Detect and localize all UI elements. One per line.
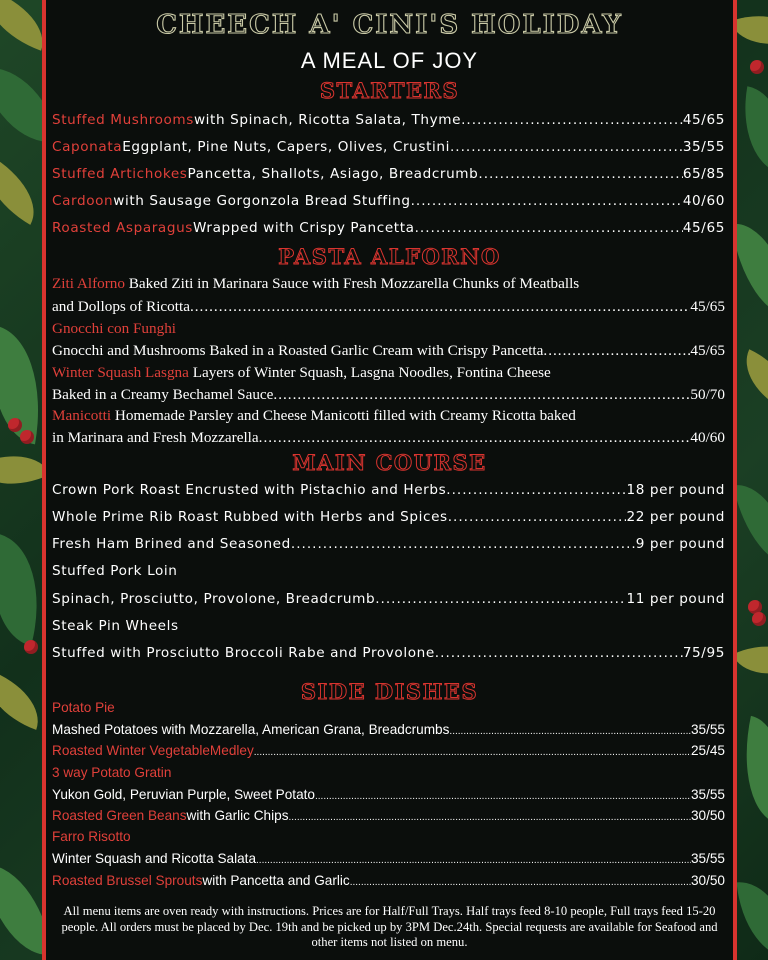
item-price: 65/85 (682, 166, 725, 182)
menu-item (52, 787, 725, 802)
menu-item-line (52, 275, 725, 293)
item-description: Layers of Winter Squash, Lasgna Noodles, Fontina Cheese (188, 364, 551, 381)
dot-leader (375, 591, 626, 607)
dot-leader (350, 877, 691, 888)
menu-item (52, 112, 725, 128)
item-description: Eggplant, Pine Nuts, Capers, Olives, Crustini (122, 139, 450, 155)
item-description: Spinach, Prosciutto, Provolone, Breadcrumb (52, 591, 376, 607)
menu-item (52, 722, 725, 737)
item-description: Baked Ziti in Marinara Sauce with Fresh Mozzarella Chunks of Meatballs (124, 275, 580, 292)
section-heading-main-course: MAIN COURSE (292, 450, 487, 475)
item-price: 45/65 (682, 220, 725, 236)
item-description: with Garlic Chips (186, 808, 289, 823)
item-price: 35/55 (690, 787, 725, 802)
dot-leader (543, 342, 690, 360)
holly-leaf-icon (733, 476, 768, 573)
item-name: Farro Risotto (52, 829, 131, 844)
item-name: Roasted Brussel Sprouts (52, 873, 203, 888)
item-name: Roasted Green Beans (52, 808, 187, 823)
menu-item (52, 536, 725, 552)
item-description: Gnocchi and Mushrooms Baked in a Roasted Garlic Cream with Crispy Pancetta (52, 342, 544, 359)
dot-leader (448, 509, 627, 525)
item-description: Pancetta, Shallots, Asiago, Breadcrumb (187, 166, 479, 182)
holly-leaf-icon (732, 629, 768, 691)
dot-leader (291, 536, 636, 552)
item-name: Steak Pin Wheels (52, 618, 179, 634)
menu-item (52, 645, 725, 661)
dot-leader (256, 855, 691, 866)
item-price: 18 per pound (626, 482, 725, 498)
holly-berry-icon (20, 430, 34, 444)
item-description: with Sausage Gorgonzola Bread Stuffing (113, 193, 411, 209)
item-description: Mashed Potatoes with Mozzarella, American Grana, Breadcrumbs (52, 722, 450, 737)
item-description: Wrapped with Crispy Pancetta (193, 220, 415, 236)
menu-title: CHEECH A' CINI'S HOLIDAY (156, 10, 623, 40)
item-price: 30/50 (690, 873, 725, 888)
item-name: Manicotti (52, 407, 112, 424)
item-description: Homemade Parsley and Cheese Manicotti filled with Creamy Ricotta baked (111, 407, 576, 424)
dot-leader (449, 726, 691, 737)
menu-item (52, 743, 725, 758)
item-description: Winter Squash and Ricotta Salata (52, 851, 257, 866)
item-price: 45/65 (690, 298, 725, 315)
item-price: 75/95 (682, 645, 725, 661)
item-description: with Pancetta and Garlic (202, 873, 350, 888)
footer-note: All menu items are oven ready with instructions. Prices are for Half/Full Trays. Half trays feed 8-10 people, Full trays feed 15-20 people. All orders must be placed by Dec. 19th and be picked up by 3PM Dec.24th. Special requests are available for Seafood and other items not listed on menu. (61, 904, 718, 949)
item-price: 35/55 (690, 851, 725, 866)
item-description: Crown Pork Roast Encrusted with Pistachio and Herbs (52, 482, 447, 498)
item-name: Winter Squash Lasgna (52, 364, 189, 381)
dot-leader (450, 139, 683, 155)
menu-item (52, 220, 725, 236)
menu-item-line (52, 386, 725, 404)
menu-item (52, 482, 725, 498)
item-name: Gnocchi con Funghi (52, 320, 177, 337)
item-price: 45/65 (682, 112, 725, 128)
item-name: Ziti Alforno (52, 275, 125, 292)
item-name: Caponata (52, 139, 123, 155)
dot-leader (190, 298, 690, 316)
item-name: Potato Pie (52, 700, 115, 715)
item-price: 9 per pound (635, 536, 725, 552)
item-description: in Marinara and Fresh Mozzarella (52, 429, 259, 446)
section-heading-pasta: PASTA ALFORNO (278, 244, 501, 269)
dot-leader (446, 482, 626, 498)
dot-leader (461, 112, 683, 128)
item-price: 35/55 (690, 722, 725, 737)
item-price: 25/45 (690, 743, 725, 758)
item-name: Roasted Winter VegetableMedley (52, 743, 254, 758)
dot-leader (411, 193, 683, 209)
item-price: 22 per pound (626, 509, 725, 525)
item-name: Stuffed Mushrooms (52, 112, 194, 128)
menu-item (52, 139, 725, 155)
menu-item-line (52, 407, 725, 425)
item-name: Stuffed Pork Loin (52, 563, 178, 579)
holly-berry-icon (24, 640, 38, 654)
dot-leader (259, 429, 691, 447)
holly-leaf-icon (737, 878, 768, 960)
item-name: 3 way Potato Gratin (52, 765, 172, 780)
item-description: Fresh Ham Brined and Seasoned (52, 536, 291, 552)
item-name: Stuffed Artichokes (52, 166, 188, 182)
menu-item (52, 873, 725, 888)
item-price: 40/60 (690, 429, 725, 446)
section-heading-side-dishes: SIDE DISHES (300, 679, 479, 704)
item-name: Roasted Asparagus (52, 220, 193, 236)
section-heading-starters: STARTERS (319, 78, 460, 103)
menu-item (52, 193, 725, 209)
holly-berry-icon (750, 60, 764, 74)
item-description: Yukon Gold, Peruvian Purple, Sweet Potato (52, 787, 315, 802)
item-price: 50/70 (690, 386, 725, 403)
dot-leader (315, 791, 691, 802)
item-name: Cardoon (52, 193, 114, 209)
item-description: with Spinach, Ricotta Salata, Thyme (193, 112, 462, 128)
menu-item (52, 591, 725, 607)
menu-item-line (52, 342, 725, 360)
item-price: 11 per pound (626, 591, 725, 607)
dot-leader (289, 812, 691, 823)
item-price: 35/55 (682, 139, 725, 155)
menu-item (52, 509, 725, 525)
dot-leader (478, 166, 682, 182)
item-price: 40/60 (682, 193, 725, 209)
dot-leader (415, 220, 683, 236)
menu-content (46, 0, 733, 960)
menu-subtitle: A MEAL OF JOY (300, 48, 479, 73)
menu-item-line (52, 429, 725, 447)
menu-item (52, 808, 725, 823)
holly-berry-icon (752, 612, 766, 626)
item-price: 30/50 (690, 808, 725, 823)
item-description: Baked in a Creamy Bechamel Sauce (52, 386, 274, 403)
holly-berry-icon (8, 418, 22, 432)
dot-leader (273, 386, 690, 404)
dot-leader (254, 747, 691, 758)
menu-item-line (52, 364, 725, 382)
dot-leader (435, 645, 683, 661)
item-description: Stuffed with Prosciutto Broccoli Rabe and Provolone (52, 645, 435, 661)
holly-leaf-icon (733, 86, 768, 173)
holly-leaf-icon (732, 349, 768, 411)
item-description: and Dollops of Ricotta (52, 298, 190, 315)
menu-item-line (52, 298, 725, 316)
menu-item (52, 851, 725, 866)
right-red-border (733, 0, 737, 960)
item-description: Whole Prime Rib Roast Rubbed with Herbs and Spices (52, 509, 448, 525)
menu-item (52, 166, 725, 182)
item-price: 45/65 (690, 342, 725, 359)
